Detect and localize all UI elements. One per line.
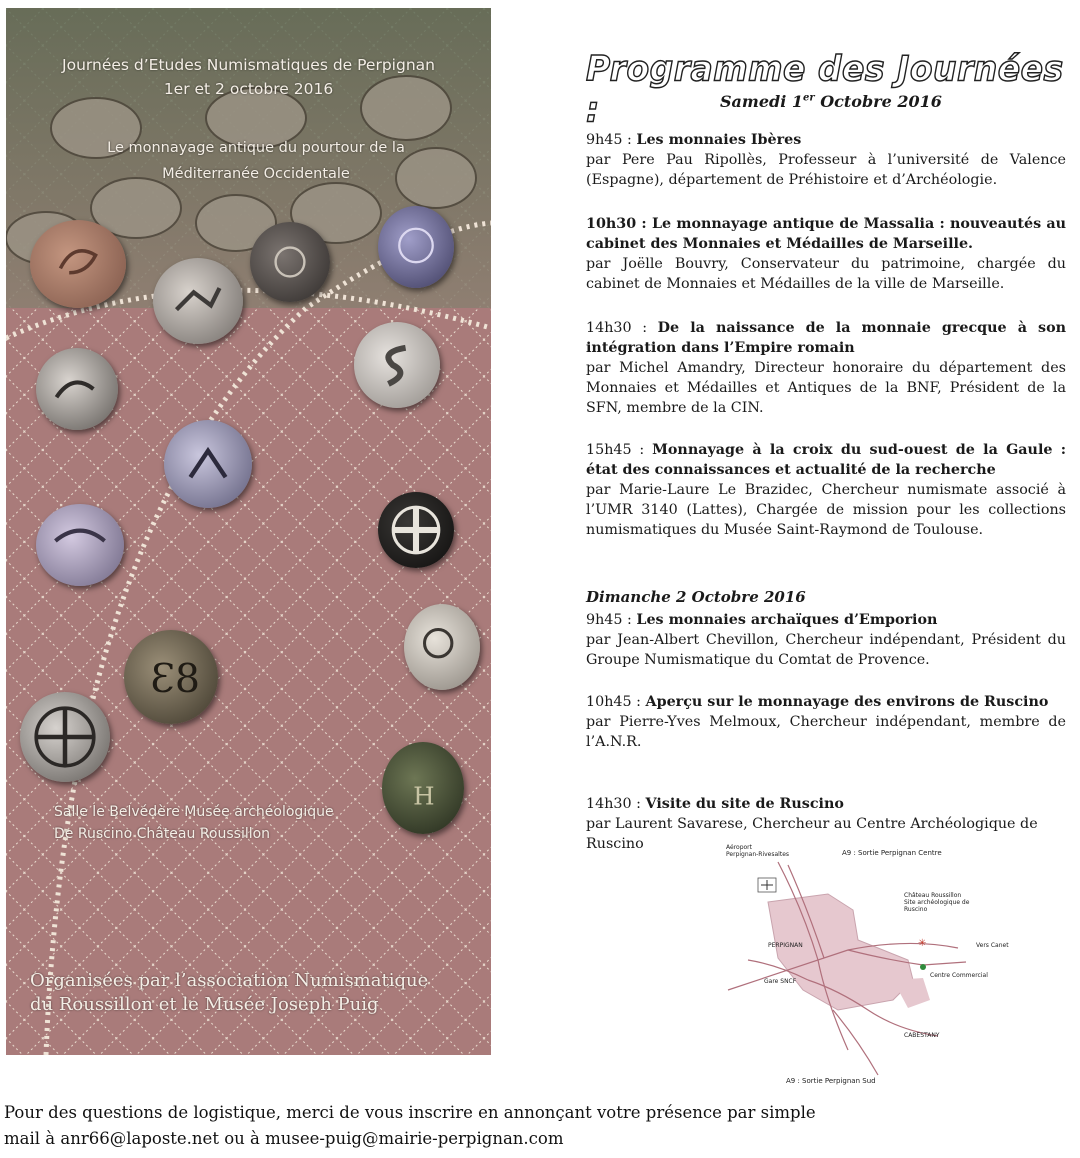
coin-image: [382, 742, 464, 834]
talk-time: 9h45 :: [586, 612, 637, 628]
coin-image: [404, 604, 480, 690]
svg-text:H: H: [413, 781, 435, 811]
poster-organizer-line2: du Roussillon et le Musée Joseph Puig: [30, 994, 379, 1015]
coin-image: [164, 420, 252, 508]
saturday-heading: Samedi 1er Octobre 2016: [720, 92, 942, 111]
coin-image: [20, 692, 110, 782]
coin-image: [354, 322, 440, 408]
coin-image: [124, 630, 218, 724]
talk-time: 9h45 :: [586, 132, 637, 148]
talk-item: [586, 610, 1066, 670]
footer-contact: [4, 1100, 1074, 1152]
map-label-exit-south: A9 : Sortie Perpignan Sud: [786, 1077, 876, 1085]
talk-title: Aperçu sur le monnayage des environs de Ruscino: [645, 694, 1049, 710]
talk-speaker: par Laurent Savarese, Chercheur au Centre Archéologique de: [586, 816, 1038, 832]
coin-image: [378, 492, 454, 568]
talk-time: 14h30 :: [586, 796, 646, 812]
talk-speaker-end: Ruscino: [586, 836, 644, 852]
talk-item: [586, 214, 1066, 294]
talk-speaker: par Michel Amandry, Directeur honoraire du département des Monnaies et Médailles et Antiques de la BNF, Président de la SFN, membre de la CIN.: [586, 360, 1066, 416]
talk-item: [586, 318, 1066, 418]
poster-title: Journées d’Etudes Numismatiques de Perpignan: [62, 56, 435, 74]
map-label-canet: Vers Canet: [976, 942, 1009, 949]
poster-dates: 1er et 2 octobre 2016: [163, 80, 334, 98]
map-label-exit-north: A9 : Sortie Perpignan Centre: [842, 849, 942, 857]
footer-line2: mail à anr66@laposte.net ou à musee-puig@mairie-perpignan.com: [4, 1129, 564, 1148]
talk-speaker: par Pere Pau Ripollès, Professeur à l’université de Valence (Espagne), département de Préhistoire et d’Archéologie.: [586, 152, 1066, 188]
programme-title: Programme des Journées :: [586, 48, 1064, 130]
talk-speaker: par Pierre-Yves Melmoux, Chercheur indépendant, membre de l’A.N.R.: [586, 714, 1066, 750]
poster-theme-line1: Le monnayage antique du pourtour de la: [107, 140, 405, 156]
svg-text:Ɛ8: Ɛ8: [150, 656, 201, 703]
coin-image: [250, 222, 330, 302]
coin-image: [378, 206, 454, 288]
talk-time: 14h30 :: [586, 320, 658, 336]
talk-time: 10h30 :: [586, 216, 652, 232]
talk-title: Monnayage à la croix du sud-ouest de la Gaule : état des connaissances et actualité de la recherche: [586, 442, 1067, 478]
coin-image: [153, 258, 243, 344]
talk-time: 15h45 :: [586, 442, 653, 458]
talk-item: [586, 692, 1066, 752]
poster-venue-line2: De Ruscino Château Roussillon: [54, 826, 271, 842]
footer-line1: Pour des questions de logistique, merci de vous inscrire en annonçant votre présence par simple: [4, 1103, 816, 1122]
map-label-perpignan: PERPIGNAN: [768, 942, 803, 949]
poster-organizer-line1: Organisées par l’association Numismatique: [30, 970, 429, 991]
poster-theme-line2: Méditerranée Occidentale: [162, 166, 350, 182]
coin-image: [30, 220, 126, 308]
talk-title: Les monnaies archaïques d’Emporion: [636, 612, 938, 628]
talk-speaker: par Joëlle Bouvry, Conservateur du patrimoine, chargée du cabinet de Monnaies et Médailles de la ville de Marseille.: [586, 256, 1066, 292]
talk-title: De la naissance de la monnaie grecque à son intégration dans l’Empire romain: [586, 320, 1067, 356]
poster-venue-line1: Salle le Belvédère Musée archéologique: [54, 804, 334, 820]
talk-speaker: par Marie-Laure Le Brazidec, Chercheur numismate associé à l’UMR 3140 (Lattes), Chargée de mission pour les collections numismatiques du Musée Saint-Raymond de Toulouse.: [586, 482, 1066, 538]
talk-title: Les monnaies Ibères: [636, 132, 802, 148]
map-label-site: Château Roussillon Site archéologique de Ruscino: [904, 892, 970, 913]
map-label-cabestany: CABESTANY: [904, 1032, 940, 1039]
talk-item: [586, 130, 1066, 190]
location-map: [708, 840, 1038, 1088]
map-label-station: Gare SNCF: [764, 978, 797, 985]
talk-title: Visite du site de Ruscino: [645, 796, 844, 812]
map-label-commercial: Centre Commercial: [930, 972, 988, 979]
talk-time: 10h45 :: [586, 694, 646, 710]
talk-title: Le monnayage antique de Massalia : nouveautés au cabinet des Monnaies et Médailles de Marseille.: [586, 216, 1067, 252]
event-poster: [6, 8, 491, 1055]
talk-item: [586, 440, 1066, 540]
coin-image: [36, 348, 118, 430]
map-drawing: [708, 840, 1038, 1088]
map-label-airport: Aéroport Perpignan-Rivesaltes: [726, 844, 790, 858]
coin-image: [36, 504, 124, 586]
talk-speaker: par Jean-Albert Chevillon, Chercheur indépendant, Président du Groupe Numismatique du Comtat de Provence.: [586, 632, 1066, 668]
sunday-heading: Dimanche 2 Octobre 2016: [586, 588, 806, 606]
svg-text:✳: ✳: [918, 938, 927, 949]
